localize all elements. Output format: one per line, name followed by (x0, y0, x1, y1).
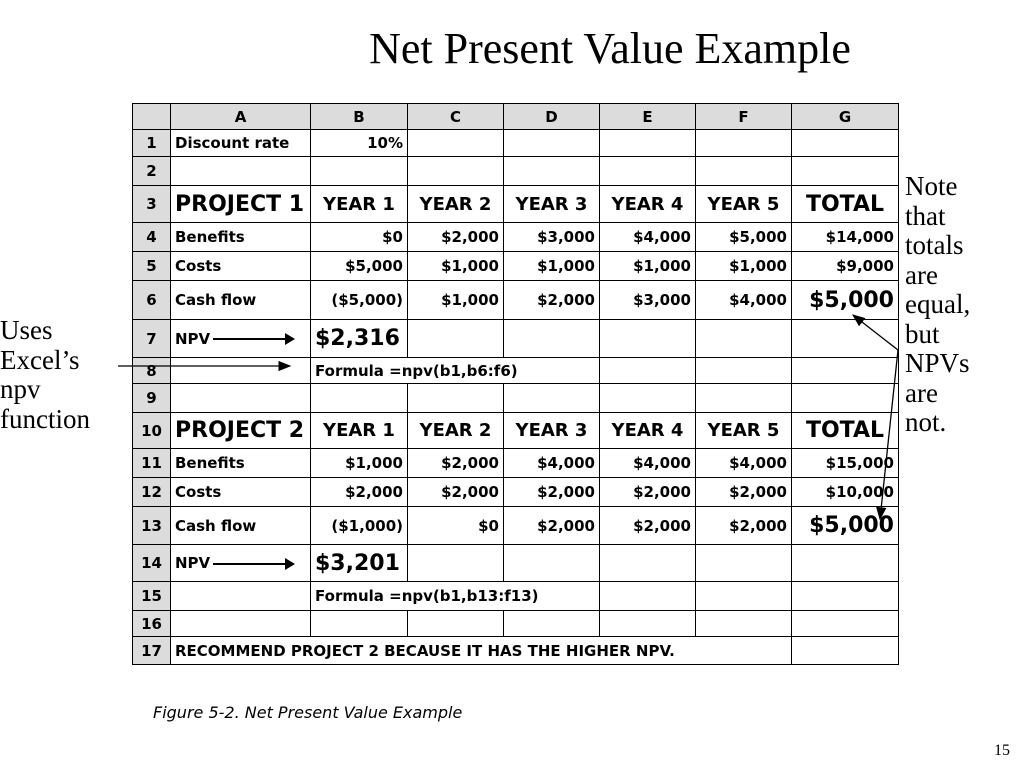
cell-b13[interactable]: ($1,000) (311, 507, 408, 545)
cell-c13[interactable]: $0 (408, 507, 504, 545)
cell-a11[interactable]: Benefits (171, 449, 311, 478)
cell-d13[interactable]: $2,000 (504, 507, 600, 545)
cell-a3[interactable]: PROJECT 1 (171, 186, 311, 223)
cell-g11[interactable]: $15,000 (792, 449, 899, 478)
right-note-arrow-bottom (880, 350, 898, 519)
row-header[interactable]: 12 (133, 478, 171, 507)
row-header[interactable]: 7 (133, 320, 171, 358)
row-header[interactable]: 6 (133, 281, 171, 320)
cell-b15-formula[interactable]: Formula =npv(b1,b13:f13) (311, 582, 600, 611)
column-header-c[interactable]: C (408, 104, 504, 130)
cell-f4[interactable]: $5,000 (696, 223, 792, 252)
cell-g12[interactable]: $10,000 (792, 478, 899, 507)
cell-d6[interactable]: $2,000 (504, 281, 600, 320)
cell-d10[interactable]: YEAR 3 (504, 413, 600, 449)
slide-title: Net Present Value Example (369, 24, 851, 73)
row-header[interactable]: 8 (133, 358, 171, 384)
cell-a10[interactable]: PROJECT 2 (171, 413, 311, 449)
cell-c12[interactable]: $2,000 (408, 478, 504, 507)
npv-label: NPV (175, 329, 211, 348)
cell-d4[interactable]: $3,000 (504, 223, 600, 252)
column-header-f[interactable]: F (696, 104, 792, 130)
cell-e11[interactable]: $4,000 (600, 449, 696, 478)
cell-b7[interactable]: $2,316 (311, 320, 408, 358)
cell-e6[interactable]: $3,000 (600, 281, 696, 320)
cell-c11[interactable]: $2,000 (408, 449, 504, 478)
cell-b5[interactable]: $5,000 (311, 252, 408, 281)
cell-f10[interactable]: YEAR 5 (696, 413, 792, 449)
cell-b10[interactable]: YEAR 1 (311, 413, 408, 449)
cell-b6[interactable]: ($5,000) (311, 281, 408, 320)
row-header[interactable]: 16 (133, 611, 171, 637)
cell-c3[interactable]: YEAR 2 (408, 186, 504, 223)
cell-g3[interactable]: TOTAL (792, 186, 899, 223)
right-note-arrow-top (853, 315, 898, 350)
row-header[interactable]: 2 (133, 157, 171, 186)
column-header-a[interactable]: A (171, 104, 311, 130)
column-header-d[interactable]: D (504, 104, 600, 130)
cell-f5[interactable]: $1,000 (696, 252, 792, 281)
cell-a4[interactable]: Benefits (171, 223, 311, 252)
cell-c4[interactable]: $2,000 (408, 223, 504, 252)
column-header-g[interactable]: G (792, 104, 899, 130)
cell-b11[interactable]: $1,000 (311, 449, 408, 478)
cell-f13[interactable]: $2,000 (696, 507, 792, 545)
cell-d3[interactable]: YEAR 3 (504, 186, 600, 223)
row-header[interactable]: 14 (133, 545, 171, 582)
cell-f12[interactable]: $2,000 (696, 478, 792, 507)
cell-g5[interactable]: $9,000 (792, 252, 899, 281)
row-header[interactable]: 15 (133, 582, 171, 611)
page-number: 15 (994, 742, 1010, 759)
cell-g6[interactable]: $5,000 (792, 281, 899, 320)
cell-a17-recommendation[interactable]: RECOMMEND PROJECT 2 BECAUSE IT HAS THE HIGHER NPV. (171, 637, 792, 665)
row-header[interactable]: 10 (133, 413, 171, 449)
cell-d11[interactable]: $4,000 (504, 449, 600, 478)
row-header[interactable]: 13 (133, 507, 171, 545)
left-annotation: Uses Excel’s npv function (0, 315, 90, 434)
cell-g4[interactable]: $14,000 (792, 223, 899, 252)
cell-a1[interactable]: Discount rate (171, 130, 311, 157)
cell-e3[interactable]: YEAR 4 (600, 186, 696, 223)
row-header[interactable]: 1 (133, 130, 171, 157)
cell-e13[interactable]: $2,000 (600, 507, 696, 545)
row-header[interactable]: 5 (133, 252, 171, 281)
column-header-b[interactable]: B (311, 104, 408, 130)
row-header[interactable]: 3 (133, 186, 171, 223)
cell-g10[interactable]: TOTAL (792, 413, 899, 449)
cell-c5[interactable]: $1,000 (408, 252, 504, 281)
cell-b8-formula[interactable]: Formula =npv(b1,b6:f6) (311, 358, 600, 384)
cell-e10[interactable]: YEAR 4 (600, 413, 696, 449)
row-header[interactable]: 11 (133, 449, 171, 478)
cell-d12[interactable]: $2,000 (504, 478, 600, 507)
cell-g13[interactable]: $5,000 (792, 507, 899, 545)
cell-b14[interactable]: $3,201 (311, 545, 408, 582)
cell-f3[interactable]: YEAR 5 (696, 186, 792, 223)
cell-e5[interactable]: $1,000 (600, 252, 696, 281)
cell-b4[interactable]: $0 (311, 223, 408, 252)
cell-a6[interactable]: Cash flow (171, 281, 311, 320)
row-header[interactable]: 17 (133, 637, 171, 665)
row-header[interactable]: 9 (133, 384, 171, 413)
cell-b3[interactable]: YEAR 1 (311, 186, 408, 223)
cell-c6[interactable]: $1,000 (408, 281, 504, 320)
cell-c10[interactable]: YEAR 2 (408, 413, 504, 449)
cell-b1[interactable]: 10% (311, 130, 408, 157)
cell-d5[interactable]: $1,000 (504, 252, 600, 281)
column-header-e[interactable]: E (600, 104, 696, 130)
cell-b12[interactable]: $2,000 (311, 478, 408, 507)
cell-f11[interactable]: $4,000 (696, 449, 792, 478)
right-annotation: Note that totals are equal, but NPVs are not. (905, 171, 971, 437)
cell-a5[interactable]: Costs (171, 252, 311, 281)
row-header[interactable]: 4 (133, 223, 171, 252)
cell-e4[interactable]: $4,000 (600, 223, 696, 252)
cell-a13[interactable]: Cash flow (171, 507, 311, 545)
cell-f6[interactable]: $4,000 (696, 281, 792, 320)
cell-e12[interactable]: $2,000 (600, 478, 696, 507)
cell-a12[interactable]: Costs (171, 478, 311, 507)
figure-caption: Figure 5-2. Net Present Value Example (153, 703, 463, 722)
npv-label: NPV (175, 554, 211, 572)
